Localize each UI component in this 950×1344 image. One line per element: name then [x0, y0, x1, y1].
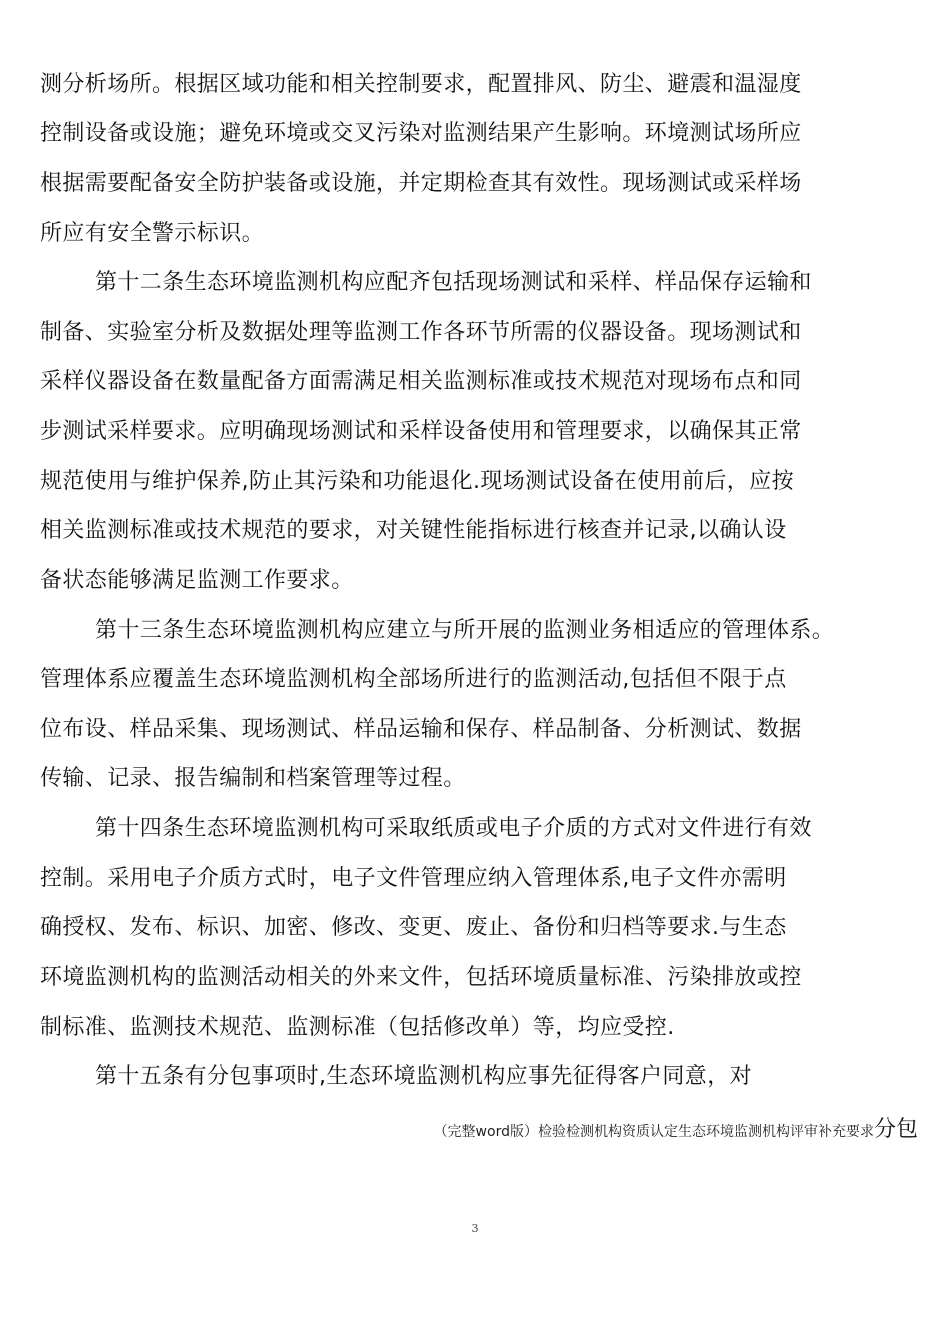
body-text-line: 环境监测机构的监测活动相关的外来文件，包括环境质量标准、污染排放或控	[40, 965, 802, 990]
footer-continuation-text: 分包	[873, 1117, 918, 1142]
body-text-line: 测分析场所。根据区域功能和相关控制要求，配置排风、防尘、避震和温湿度	[40, 72, 802, 97]
document-footer-note	[434, 1112, 918, 1143]
footer-source-title: （完整word版）检验检测机构资质认定生态环境监测机构评审补充要求	[433, 1124, 874, 1140]
article-13-first-line: 第十三条生态环境监测机构应建立与所开展的监测业务相适应的管理体系。	[95, 618, 835, 643]
body-text-line: 制备、实验室分析及数据处理等监测工作各环节所需的仪器设备。现场测试和	[40, 320, 802, 345]
body-text-line: 备状态能够满足监测工作要求。	[40, 568, 354, 593]
page-number: 3	[471, 1222, 479, 1235]
body-text-line: 所应有安全警示标识。	[40, 221, 265, 246]
body-text-line: 步测试采样要求。应明确现场测试和采样设备使用和管理要求，以确保其正常	[40, 419, 802, 444]
body-text-line: 确授权、发布、标识、加密、修改、变更、废止、备份和归档等要求.与生态	[40, 915, 787, 940]
body-text-line: 采样仪器设备在数量配备方面需满足相关监测标准或技术规范对现场布点和同	[40, 369, 802, 394]
body-text-line: 管理体系应覆盖生态环境监测机构全部场所进行的监测活动,包括但不限于点	[40, 667, 787, 692]
body-text-line: 制标准、监测技术规范、监测标准（包括修改单）等，均应受控.	[40, 1015, 675, 1040]
article-14-first-line: 第十四条生态环境监测机构可采取纸质或电子介质的方式对文件进行有效	[95, 816, 812, 841]
body-text-line: 规范使用与维护保养,防止其污染和功能退化.现场测试设备在使用前后，应按	[40, 469, 794, 494]
article-15-first-line: 第十五条有分包事项时,生态环境监测机构应事先征得客户同意，对	[95, 1064, 752, 1089]
body-text-line: 相关监测标准或技术规范的要求，对关键性能指标进行核查并记录,以确认设	[40, 518, 787, 543]
article-12-first-line: 第十二条生态环境监测机构应配齐包括现场测试和采样、样品保存运输和	[95, 270, 812, 295]
body-text-line: 传输、记录、报告编制和档案管理等过程。	[40, 766, 466, 791]
body-text-line: 根据需要配备安全防护装备或设施，并定期检查其有效性。现场测试或采样场	[40, 171, 802, 196]
body-text-line: 位布设、样品采集、现场测试、样品运输和保存、样品制备、分析测试、数据	[40, 717, 802, 742]
body-text-line: 控制。采用电子介质方式时，电子文件管理应纳入管理体系,电子文件亦需明	[40, 866, 787, 891]
body-text-line: 控制设备或设施；避免环境或交叉污染对监测结果产生影响。环境测试场所应	[40, 121, 802, 146]
